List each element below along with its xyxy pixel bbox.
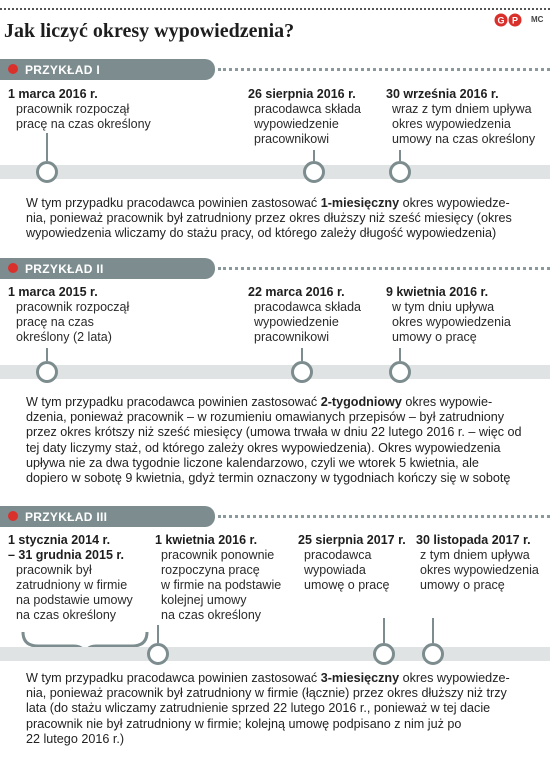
example-3-label: PRZYKŁAD III [25, 510, 108, 524]
event-text: pracodawca składa [254, 300, 362, 314]
timeline-node [36, 161, 58, 183]
event-text: umowy na czas określony [392, 132, 536, 146]
event-text: wraz z tym dniem upływa [392, 102, 532, 116]
example-3-explanation [26, 671, 510, 747]
event-date: 1 stycznia 2014 r. [8, 533, 111, 547]
event-text: pracę na czas określony [16, 117, 151, 131]
example-1-event-1 [8, 87, 151, 132]
explanation-text: nia, ponieważ pracownik był zatrudniony przez okres dłuższy niż sześć miesięcy (okres [26, 211, 512, 226]
event-text: umowy o pracę [420, 578, 505, 592]
event-date: 30 września 2016 r. [386, 87, 499, 101]
event-date: 1 kwietnia 2016 r. [155, 533, 258, 547]
timeline-node [36, 361, 58, 383]
example-2-event-3 [386, 285, 511, 345]
timeline-stem [46, 133, 48, 161]
event-text: pracownikowi [254, 132, 330, 146]
event-text: w tym dniu upływa [392, 300, 495, 314]
event-date: 26 sierpnia 2016 r. [248, 87, 356, 101]
notice-period-highlight: 1-miesięczny [320, 196, 400, 210]
event-date: 25 sierpnia 2017 r. [298, 533, 406, 547]
example-2-event-1 [8, 285, 129, 345]
explanation-text: okres wypowie- [401, 395, 493, 409]
example-3-event-2 [155, 533, 281, 623]
example-2-header-dots [218, 267, 550, 270]
event-text: na czas określony [161, 608, 262, 622]
explanation-text: lata (do stażu wliczamy zatrudnienie sprzed 22 lutego 2016 r., ponieważ w tej dacie [26, 701, 491, 716]
notice-period-highlight: 2-tygodniowy [320, 395, 402, 409]
timeline-node [389, 361, 411, 383]
example-3-event-3 [298, 533, 406, 593]
explanation-text: pracownik nie był zatrudniony w firmie; kolejną umowę podpisano z nim już po [26, 716, 462, 731]
timeline-stem [432, 618, 434, 643]
example-1-timeline-bar [0, 165, 550, 179]
svg-text:G: G [497, 15, 505, 26]
event-date-end: – 31 grudnia 2015 r. [8, 548, 125, 562]
example-2-timeline-bar [0, 365, 550, 379]
example-1-label: PRZYKŁAD I [25, 63, 100, 77]
explanation-text: okres wypowiedze- [399, 671, 510, 685]
event-text: określony (2 lata) [16, 330, 112, 344]
event-text: pracodawca [304, 548, 372, 562]
red-dot-icon [8, 64, 18, 74]
explanation-text: dzenia, ponieważ pracownik – w rozumieniu omawianych przepisów – był zatrudniony [26, 410, 505, 425]
event-text: okres wypowiedzenia [420, 563, 539, 577]
event-text: pracownikowi [254, 330, 330, 344]
event-date: 22 marca 2016 r. [248, 285, 345, 299]
event-text: okres wypowiedzenia [392, 315, 511, 329]
timeline-node [373, 643, 395, 665]
event-text: pracownik rozpoczął [16, 300, 130, 314]
publisher-logo-icon [494, 12, 524, 28]
example-1-event-3 [386, 87, 535, 147]
explanation-text: 22 lutego 2016 r.) [26, 731, 125, 746]
event-text: umowy o pracę [392, 330, 477, 344]
event-text: pracownik ponownie [161, 548, 275, 562]
explanation-text: tej daty liczymy staż, od którego zależy okres wypowiedzenia). Okres wypowiedzenia [26, 440, 501, 455]
red-dot-icon [8, 511, 18, 521]
event-text: na podstawie umowy [16, 593, 133, 607]
timeline-stem [301, 348, 303, 361]
example-3-event-1 [8, 533, 133, 623]
example-1-event-2 [248, 87, 361, 147]
explanation-text: wypowiedzenia wliczamy do stażu pracy, od którego zależy długość wypowiedzenia) [26, 226, 497, 241]
event-date: 9 kwietnia 2016 r. [386, 285, 489, 299]
timeline-stem [46, 348, 48, 361]
timeline-node [422, 643, 444, 665]
event-date: 1 marca 2015 r. [8, 285, 98, 299]
timeline-node [389, 161, 411, 183]
event-text: z tym dniem upływa [420, 548, 530, 562]
event-text: w firmie na podstawie [161, 578, 282, 592]
event-text: okres wypowiedzenia [392, 117, 511, 131]
event-text: pracodawca składa [254, 102, 362, 116]
event-date: 30 listopada 2017 r. [416, 533, 531, 547]
explanation-text: przez okres krótszy niż sześć miesięcy (umowa trwała w dniu 22 lutego 2016 r. – więc od [26, 425, 522, 440]
explanation-text: okres wypowiedze- [399, 196, 510, 210]
event-text: zatrudniony w firmie [16, 578, 128, 592]
example-3-timeline-bar [0, 647, 550, 661]
example-2-event-2 [248, 285, 361, 345]
event-text: kolejnej umowy [161, 593, 247, 607]
top-dotted-rule [0, 8, 550, 10]
explanation-text: W tym przypadku pracodawca powinien zastosować [26, 671, 321, 685]
red-dot-icon [8, 263, 18, 273]
event-text: rozpoczyna pracę [161, 563, 260, 577]
event-date: 1 marca 2016 r. [8, 87, 98, 101]
timeline-stem [157, 625, 159, 643]
timeline-node [303, 161, 325, 183]
event-text: wypowiedzenie [254, 315, 339, 329]
timeline-node [147, 643, 169, 665]
event-text: umowę o pracę [304, 578, 390, 592]
timeline-stem [399, 150, 401, 161]
event-text: pracownik rozpoczął [16, 102, 130, 116]
event-text: wypowiedzenie [254, 117, 339, 131]
example-1-explanation [26, 196, 512, 242]
explanation-text: upływa nie za dwa tygodnie liczone kalendarzowo, czyli we wtorek 5 kwietnia, ale [26, 455, 479, 470]
example-1-header-dots [218, 68, 550, 71]
timeline-stem [399, 348, 401, 361]
example-3-header-dots [218, 515, 550, 518]
svg-text:P: P [511, 15, 519, 26]
explanation-text: nia, ponieważ pracownik był zatrudniony w firmie (łącznie) przez okres dłuższy niż trzy [26, 686, 507, 701]
event-text: na czas określony [16, 608, 117, 622]
event-text: wypowiada [304, 563, 366, 577]
event-text: pracownik był [16, 563, 92, 577]
timeline-node [291, 361, 313, 383]
example-2-label: PRZYKŁAD II [25, 262, 104, 276]
example-2-explanation [26, 395, 522, 486]
page-title: Jak liczyć okresy wypowiedzenia? [4, 20, 295, 42]
example-3-event-4 [416, 533, 539, 593]
notice-period-highlight: 3-miesięczny [320, 671, 400, 685]
event-text: pracę na czas [16, 315, 94, 329]
explanation-text: dopiero w sobotę 9 kwietnia, gdyż termin oznaczony w tygodniach kończy się w sobotę [26, 471, 511, 486]
timeline-stem [383, 618, 385, 643]
explanation-text: W tym przypadku pracodawca powinien zastosować [26, 196, 321, 210]
explanation-text: W tym przypadku pracodawca powinien zastosować [26, 395, 321, 409]
author-credit: MC [531, 15, 544, 24]
timeline-stem [313, 150, 315, 161]
